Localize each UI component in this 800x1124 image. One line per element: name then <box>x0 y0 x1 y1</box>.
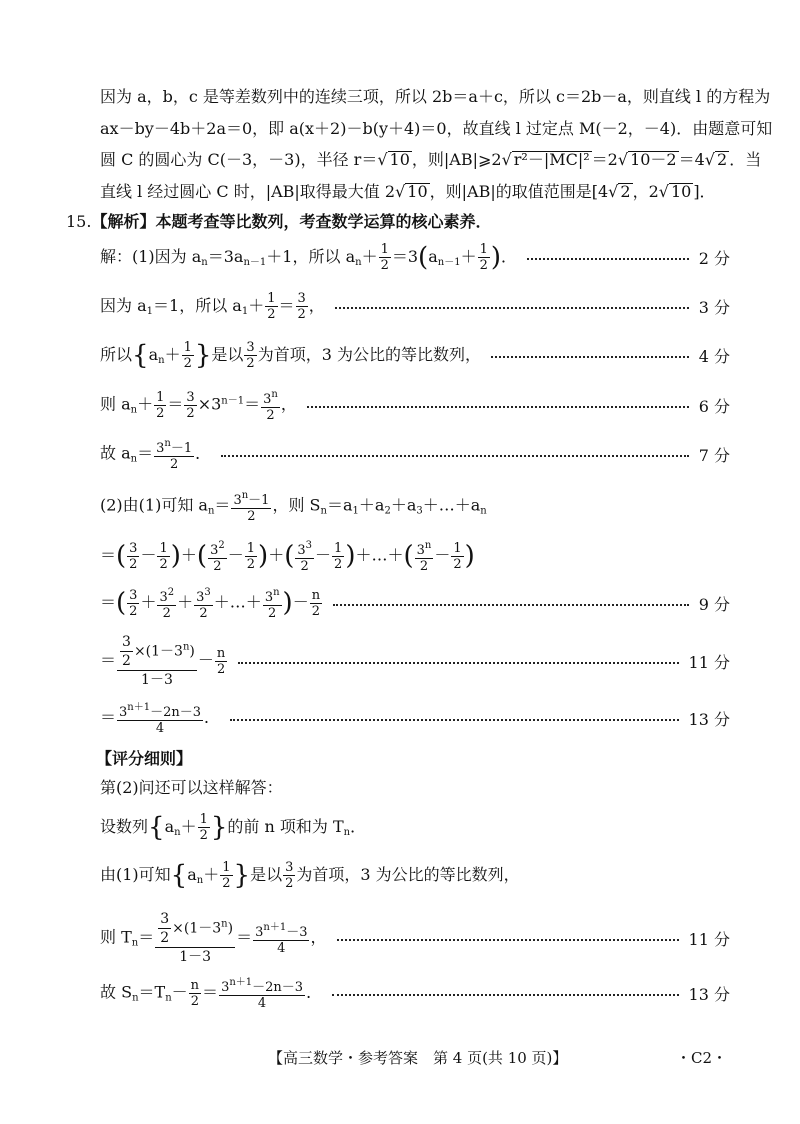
scoring-line-1: 设数列{$a_n+$ $\frac{1}{2}$ }的前 n 项和为 $T_n$． <box>100 812 367 843</box>
part-2-sum-split: ＝( $\frac{3}{2}$ ＋ $\frac{3^2}{2}$ ＋ $\frac{3^3}{2}$ ＋…＋ $\frac{3^n}{2}$ )－ $\frac{n}{2}$ 9 分 <box>100 587 730 621</box>
continuation-line-4: 直线 l 经过圆心 C 时，|AB|取得最大值 2√ 10 ，则|AB|的取值范围是[4√ 2 ，2√ 10 ]． <box>100 182 716 201</box>
continuation-line-2: ax－by－4b＋2a＝0，即 a(x＋2)－b(y＋4)＝0，故直线 l 过定点 M(－2，－4)．由题意可知 <box>100 119 773 138</box>
score-6: 6 分 <box>698 396 730 416</box>
scoring-intro: 第(2)问还可以这样解答： <box>100 778 283 797</box>
footer-text: 【高三数学・参考答案 第 4 页(共 10 页)】 <box>268 1049 568 1067</box>
score-2: 2 分 <box>698 248 730 268</box>
score-3: 3 分 <box>698 297 730 317</box>
score-13: 13 分 <box>688 709 730 729</box>
score-11: 11 分 <box>688 652 730 672</box>
scoring-title: 【评分细则】 <box>96 749 193 768</box>
solution-step-3: 所以{$a_n+$ $\frac{1}{2}$ }是以 $\frac{3}{2}$ 为首项，3 为公比的等比数列， 4 分 <box>100 339 730 371</box>
score-11-alt: 11 分 <box>688 929 730 949</box>
scoring-line-2: 由(1)可知{$a_n+$ $\frac{1}{2}$ }是以 $\frac{3}{2}$ 为首项，3 为公比的等比数列， <box>100 860 520 891</box>
score-4: 4 分 <box>698 346 730 366</box>
scoring-line-4: 故 $S_n=T_n-$ $\frac{n}{2}$ ＝ $\frac{3^{n+1}-2n-3}{4}$ ． 13 分 <box>100 977 730 1011</box>
continuation-line-3: 圆 C 的圆心为 C(－3，－3)，半径 r＝√ 10 ，则|AB|⩾2√ r²－|MC|² ＝2√ 10－2 ＝4√ 2 ．当 <box>100 150 762 169</box>
problem-intro: 本题考查等比数列，考查数学运算的核心素养． <box>155 212 492 231</box>
score-9: 9 分 <box>698 594 730 614</box>
solution-step-2: 因为 $a_1=1$，所以 $a_1+$ $\frac{1}{2}$ ＝ $\frac{3}{2}$ ， 3 分 <box>100 290 730 322</box>
solution-step-1: 解：(1)因为 $a_n=3a_{n-1}+1$，所以 $a_n+$ $\frac{1}{2}$ $=3(a_{n-1}+$ $\frac{1}{2}$ )． 2 分 <box>100 241 730 273</box>
score-7: 7 分 <box>698 445 730 465</box>
analysis-tag: 【解析】 <box>91 212 156 231</box>
scoring-line-3: 则 $T_n=$ $\frac{3}{2}$ $\times(1-3^n)$ 1－3 ＝ $\frac{3^{n+1}-3}{4}$ ， 11 分 <box>100 911 730 965</box>
part-2-geometric-sum: ＝ $\frac{3}{2}$ $\times(1-3^n)$ 1－3 － $\frac{n}{2}$ 11 分 <box>100 634 730 688</box>
problem-number: 15. <box>66 212 92 231</box>
part-2-line: (2)由(1)可知 $a_n=$ $\frac{3^n-1}{2}$ ，则 $S_n=a_1+a_2+a_3+\dots+a_n$ <box>100 490 487 524</box>
part-2-result: ＝ $\frac{3^{n+1}-2n-3}{4}$ ． 13 分 <box>100 702 730 736</box>
solution-step-5: 故 $a_n=$ $\frac{3^n-1}{2}$ ． 7 分 <box>100 438 730 472</box>
problem-15-header <box>66 212 491 231</box>
solution-step-4: 则 $a_n+$ $\frac{1}{2}$ ＝ $\frac{3}{2}$ $\times 3^{n-1}=$ $\frac{3^n}{2}$ ， 6 分 <box>100 389 730 423</box>
footer-code: ・C2・ <box>676 1049 728 1067</box>
part-2-expansion: ＝( $\frac{3}{2}$ － $\frac{1}{2}$ )＋( $\frac{3^2}{2}$ － $\frac{1}{2}$ )＋( $\frac{3^3}{2}$ － $\frac{1}{2}$ )＋…＋( $\frac{3^n}{2}$ － $\frac{1}{2}$ ) <box>100 540 475 574</box>
score-13-alt: 13 分 <box>688 984 730 1004</box>
continuation-line-1: 因为 a，b，c 是等差数列中的连续三项，所以 2b＝a＋c，所以 c＝2b－a，则直线 l 的方程为 <box>100 87 771 106</box>
